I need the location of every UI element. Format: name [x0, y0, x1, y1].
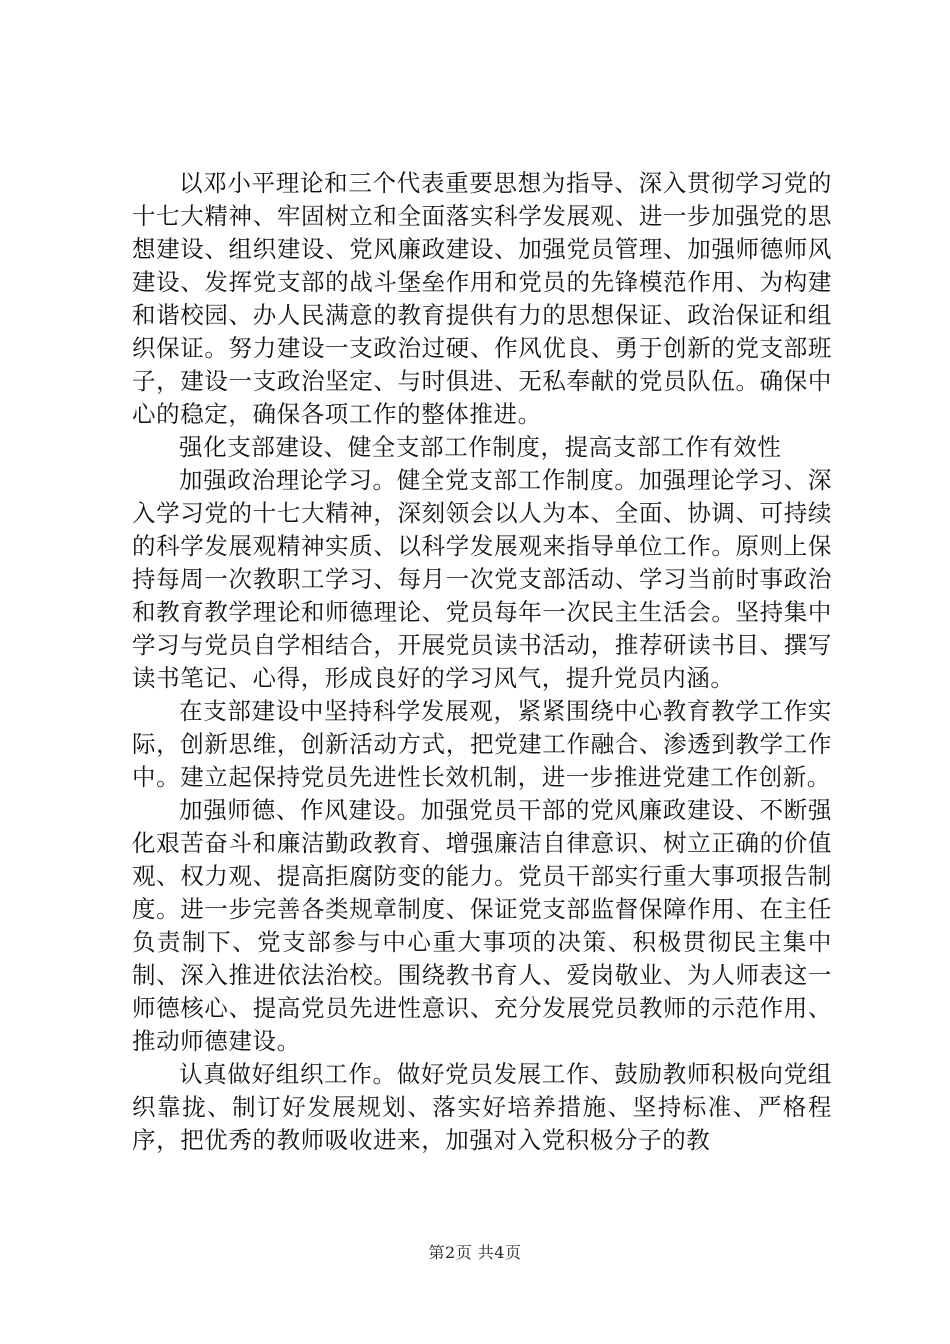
- paragraph-guiding-ideology: 以邓小平理论和三个代表重要思想为指导、深入贯彻学习党的十七大精神、牢固树立和全面落实科学发展观、进一步加强党的思想建设、组织建设、党风廉政建设、加强党员管理、加强师德师风建设、发挥党支部的战斗堡垒作用和党员的先锋模范作用、为构建和谐校园、办人民满意的教育提供有力的思想保证、政治保证和组织保证。努力建设一支政治过硬、作风优良、勇于创新的党支部班子，建设一支政治坚定、与时俱进、无私奉献的党员队伍。确保中心的稳定，确保各项工作的整体推进。: [132, 169, 832, 428]
- paragraph-branch-building: 在支部建设中坚持科学发展观，紧紧围绕中心教育教学工作实际，创新思维，创新活动方式，把党建工作融合、渗透到教学工作中。建立起保持党员先进性长效机制，进一步推进党建工作创新。: [132, 697, 832, 791]
- paragraph-section-heading: 强化支部建设、健全支部工作制度，提高支部工作有效性: [179, 433, 782, 461]
- document-body: [132, 167, 832, 1157]
- page-footer: [0, 1243, 950, 1263]
- paragraph-organization-work: 认真做好组织工作。做好党员发展工作、鼓励教师积极向党组织靠拢、制订好发展规划、落实好培养措施、坚持标准、严格程序，把优秀的教师吸收进来，加强对入党积极分子的教: [132, 1060, 832, 1154]
- page-number-label: 第2页 共4页: [428, 1243, 522, 1262]
- paragraph-political-study: 加强政治理论学习。健全党支部工作制度。加强理论学习、深入学习党的十七大精神，深刻领会以人为本、全面、协调、可持续的科学发展观精神实质、以科学发展观来指导单位工作。原则上保持每周一次教职工学习、每月一次党支部活动、学习当前时事政治和教育教学理论和师德理论、党员每年一次民主生活会。坚持集中学习与党员自学相结合，开展党员读书活动，推荐研读书目、撰写读书笔记、心得，形成良好的学习风气，提升党员内涵。: [132, 466, 832, 692]
- paragraph-ethics-style: 加强师德、作风建设。加强党员干部的党风廉政建设、不断强化艰苦奋斗和廉洁勤政教育、增强廉洁自律意识、树立正确的价值观、权力观、提高拒腐防变的能力。党员干部实行重大事项报告制度。进一步完善各类规章制度、保证党支部监督保障作用、在主任负责制下、党支部参与中心重大事项的决策、积极贯彻民主集中制、深入推进依法治校。围绕教书育人、爱岗敬业、为人师表这一师德核心、提高党员先进性意识、充分发展党员教师的示范作用、推动师德建设。: [132, 796, 832, 1055]
